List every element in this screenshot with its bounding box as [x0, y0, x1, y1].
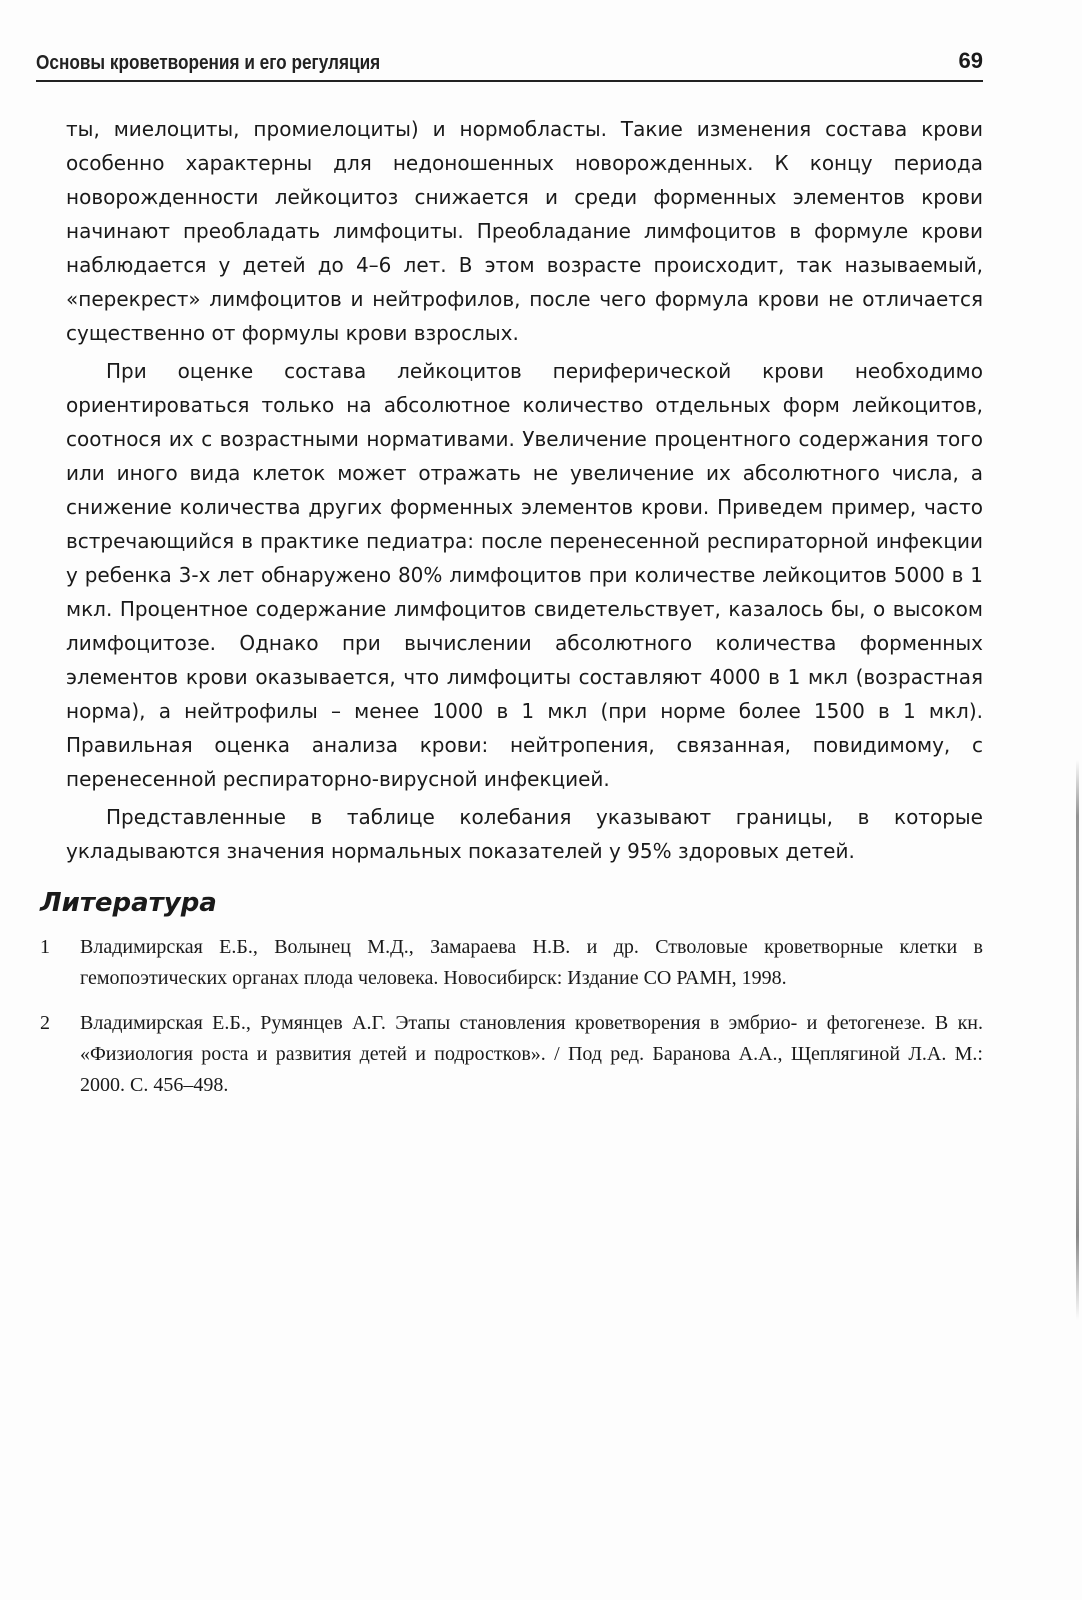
paragraph-continuation: ты, миелоциты, промиелоциты) и нормобласты. Такие изменения состава крови особенно характерны для недоношенных новорожденных. К концу периода новорожденности лейкоцитоз снижается и среди форменных элементов крови начинают преобладать лимфоциты. Преобладание лимфоцитов в формуле крови наблюдается у детей до 4–6 лет. В этом возрасте происходит, так называемый, «перекрест» лимфоцитов и нейтрофилов, после чего формула крови не отличается существенно от формулы крови взрослых. — [66, 117, 983, 345]
paragraph: При оценке состава лейкоцитов периферической крови необходимо ориентироваться только на абсолютное количество отдельных форм лейкоцитов, соотнося их с возрастными нормативами. Увеличение процентного содержания того или иного вида клеток может отражать не увеличение их абсолютного числа, а снижение количества других форменных элементов крови. Приведем пример, часто встречающийся в практике педиатра: после перенесенной респираторной инфекции у ребенка 3-х лет обнаружено 80% лимфоцитов при количестве лейкоцитов 5000 в 1 мкл. Процентное содержание лимфоцитов свидетельствует, казалось бы, о высоком лимфоцитозе. Однако при вычислении абсолютного количества форменных элементов крови оказывается, что лимфоциты составляют 4000 в 1 мкл (возрастная норма), а нейтрофилы – менее 1000 в 1 мкл (при норме более 1500 в 1 мкл). Правильная оценка анализа крови: нейтропения, связанная, повидимому, с перенесенной респираторно-вирусной инфекцией. — [66, 359, 983, 791]
reference-text: Владимирская Е.Б., Волынец М.Д., Замараева Н.В. и др. Стволовые кроветворные клетки в гемопоэтических органах плода человека. Новосибирск: Издание СО РАМН, 1998. — [80, 936, 983, 989]
page-number: 69 — [958, 48, 983, 73]
main-text — [66, 112, 983, 868]
reference-text: Владимирская Е.Б., Румянцев А.Г. Этапы становления кроветворения в эмбрио- и фетогенезе. В кн. «Физиология роста и развития детей и подростков». / Под ред. Баранова А.А., Щеплягиной Л.А. М.: 2000. С. 456–498. — [80, 1012, 983, 1096]
reference-item — [40, 932, 983, 994]
running-header — [36, 46, 983, 82]
reference-number: 1 — [40, 936, 50, 958]
scan-edge-shadow — [1076, 760, 1079, 1320]
reference-item — [40, 1008, 983, 1101]
paragraph: Представленные в таблице колебания указывают границы, в которые укладываются значения нормальных показателей у 95% здоровых детей. — [66, 805, 983, 863]
reference-number: 2 — [40, 1012, 50, 1034]
literature-heading: Литература — [40, 888, 217, 918]
reference-list — [40, 932, 983, 1115]
running-title: Основы кроветворения и его регуляция — [36, 52, 381, 74]
